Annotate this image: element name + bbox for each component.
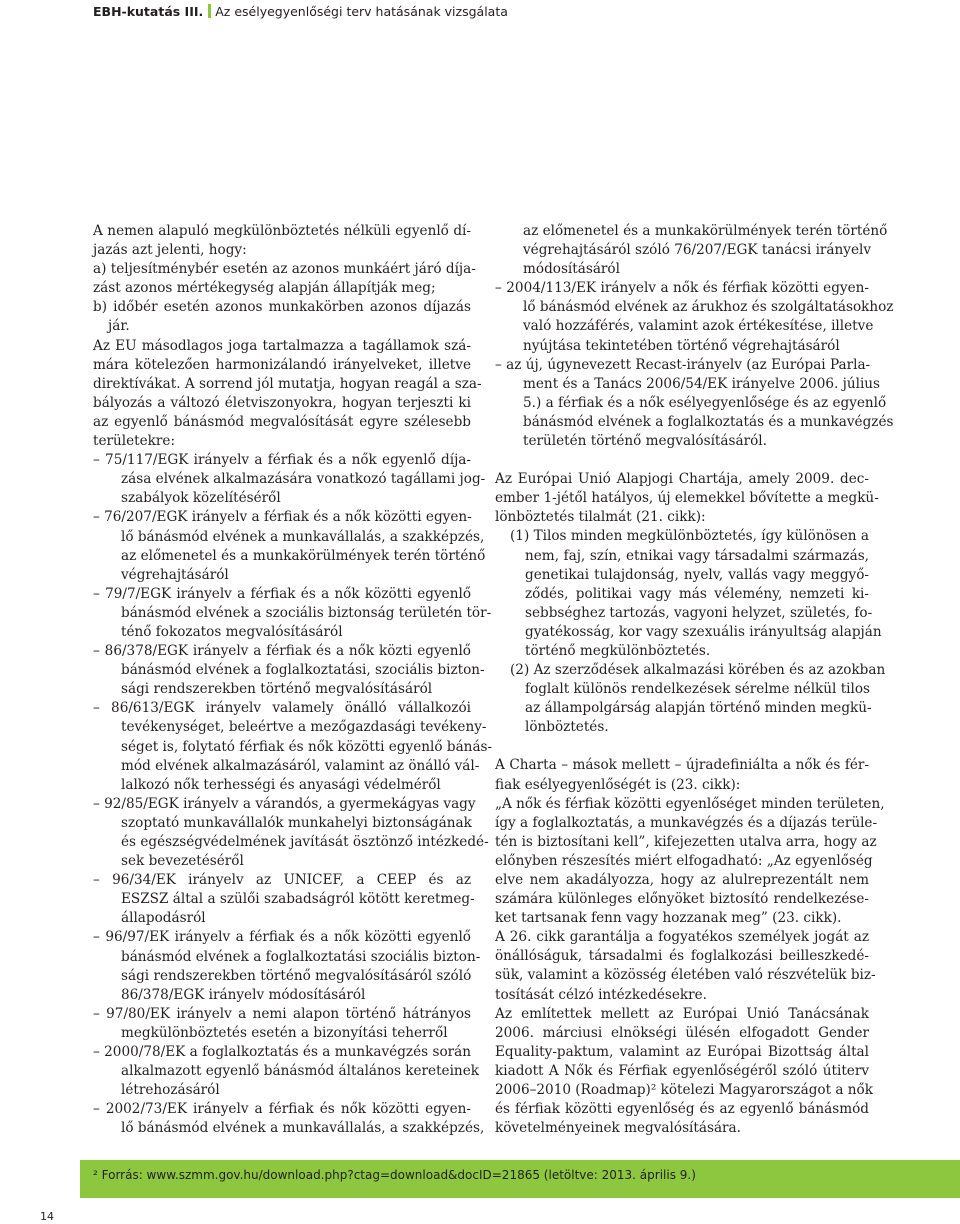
text-line: Az említettek mellett az Európai Unió Tanácsának [495, 1005, 869, 1022]
text-line: jazás azt jelenti, hogy: [93, 242, 247, 259]
text-line: séget is, folytató férfiak és nők közötti egyenlő bánás- [121, 738, 493, 755]
text-line: lönböztetés. [525, 719, 609, 736]
text-line: – 97/80/EK irányelv a nemi alapon történő hátrányos [93, 1005, 471, 1022]
text-line: direktívákat. A sorrend jól mutatja, hogyan reagál a sza- [93, 375, 482, 392]
text-line: (1) Tilos minden megkülönböztetés, így különösen a [510, 528, 869, 545]
text-line: – 86/613/EGK irányelv valamely önálló vállalkozói [93, 700, 471, 717]
text-line: módosításáról [523, 261, 620, 278]
right-column [495, 222, 894, 1138]
text-line: jár. [108, 318, 130, 335]
text-line: alkalmazott egyenlő bánásmód általános kereteinek [121, 1063, 479, 1080]
text-line: sek bevezetéséről [121, 853, 244, 870]
text-line: követelményeinek megvalósítására. [495, 1120, 741, 1137]
text-line: genetikai tulajdonság, nyelv, vallás vagy meggyő- [525, 566, 869, 583]
text-line: ződés, politikai vagy más vélemény, nemzeti ki- [525, 585, 869, 602]
text-line: 5.) a férfiak és a nők esélyegyenlősége és az egyenlő [523, 394, 887, 411]
text-line: szabályok közelítéséről [121, 490, 281, 507]
text-line: Az EU másodlagos joga tartalmazza a tagállamok szá- [93, 337, 471, 354]
text-line: – 96/97/EK irányelv a férfiak és a nők közötti egyenlő [93, 929, 471, 946]
text-line: lő bánásmód elvének az árukhoz és szolgáltatásokhoz [523, 299, 894, 316]
text-line: mód elvének alkalmazásáról, valamint az önálló vál- [121, 757, 480, 774]
text-line: sági rendszerekben történő megvalósításáról [121, 681, 433, 698]
text-line: – 2000/78/EK a foglalkoztatás és a munkavégzés során [93, 1044, 471, 1061]
text-line: ember 1-jétől hatályos, új elemekkel bővítette a megkü- [495, 490, 879, 507]
text-line: sági rendszerekben történő megvalósításáról szóló [121, 967, 472, 984]
text-line: ket tartsanak fenn vagy hozzanak meg” (23. cikk). [495, 910, 842, 927]
text-line: szoptató munkavállalók munkahelyi biztonságának [121, 814, 472, 831]
text-line: b) időbér esetén azonos munkakörben azonos díjazás [93, 299, 471, 316]
text-line: 86/378/EGK irányelv módosításáról [121, 986, 366, 1003]
text-line: történő megkülönböztetés. [525, 642, 711, 659]
text-line: mára kötelezően harmonizálandó irányelveket, illetve [93, 356, 471, 373]
text-line: Az Európai Unió Alapjogi Chartája, amely 2009. dec- [495, 471, 869, 488]
text-line: tén is biztosítani kell”, kifejezetten utalva arra, hogy az [495, 833, 877, 850]
text-line: így a foglalkoztatás, a munkavégzés és a díjazás terüle- [495, 814, 878, 831]
text-line: (2) Az szerződések alkalmazási körében és az azokban [510, 662, 886, 679]
text-line: fiak esélyegyenlőségét is (23. cikk): [495, 776, 741, 793]
text-line: – 96/34/EK irányelv az UNICEF, a CEEP és az [93, 872, 471, 889]
text-line: – 75/117/EGK irányelv a férfiak és a nők egyenlő díja- [93, 452, 471, 469]
text-line: bánásmód elvének a foglalkoztatási szociális bizton- [121, 948, 481, 965]
text-line: – 76/207/EGK irányelv a férfiak és a nők közötti egyen- [93, 509, 472, 526]
text-line: zást azonos mértékegység alapján állapítják meg; [93, 280, 436, 297]
text-line: foglalt különös rendelkezések sérelme nélkül tilos [525, 681, 871, 698]
text-line: ténő fokozatos megvalósításáról [121, 623, 343, 640]
text-line: A Charta – mások mellett – újradefiniálta a nők és fér- [495, 757, 869, 774]
text-line: és férfiak közötti egyenlőség és az egyenlő bánásmód [495, 1101, 869, 1118]
header-divider [208, 4, 211, 18]
text-line [495, 451, 869, 470]
text-line: végrehajtásáról szóló 76/207/EGK tanácsi irányelv [523, 242, 872, 259]
text-line: sük, valamint a közösség életében való részvételük biz- [495, 967, 876, 984]
text-line: bánásmód elvének a foglalkoztatás és a munkavégzés [523, 413, 894, 430]
text-line: elve nem akadályozza, hogy az alulreprezentált nem [495, 872, 869, 888]
text-line: Equality-paktum, valamint az Európai Bizottság által [495, 1043, 869, 1060]
text-line: nyújtása tekintetében történő végrehajtásáról [523, 337, 840, 354]
header-subtitle: Az esélyegyenlőségi terv hatásának vizsgálata [215, 4, 508, 19]
text-line: – az új, úgynevezett Recast-irányelv (az Európai Parla- [495, 356, 871, 373]
text-line: területekre: [93, 433, 176, 450]
text-line [495, 737, 869, 756]
text-line: való hozzáférés, valamint azok értékesítése, illetve [523, 318, 874, 335]
text-line: lalkozó nők terhességi és anyasági védelméről [121, 776, 441, 793]
text-line: – 92/85/EGK irányelv a várandós, a gyermekágyas vagy [93, 795, 476, 812]
text-line: kiadott A Nők és Férfiak egyenlőségéről szóló útiterv [495, 1062, 869, 1079]
text-line: – 2004/113/EK irányelv a nők és férfiak közötti egyen- [495, 280, 869, 297]
text-line: a) teljesítménybér esetén az azonos munkáért járó díja- [93, 261, 476, 278]
text-line: előnyben részesítés miért elfogadható: „Az egyenlőség [495, 852, 873, 869]
text-line: megkülönböztetés esetén a bizonyítási teherről [121, 1024, 448, 1041]
text-line: állapodásról [121, 910, 206, 927]
text-line: 2006–2010 (Roadmap)² kötelezi Magyarországot a nők [495, 1082, 873, 1099]
text-line: nem, faj, szín, etnikai vagy társadalmi származás, [525, 547, 869, 564]
text-line: az előmenetel és a munkakörülmények terén történő [523, 223, 888, 239]
text-line: tosítását célzó intézkedésekre. [495, 986, 707, 1003]
text-line: sebbséghez tartozás, vagyoni helyzet, születés, fo- [525, 604, 873, 621]
text-line: lő bánásmód elvének a munkavállalás, a szakképzés, [121, 528, 485, 545]
text-line: A 26. cikk garantálja a fogyatékos személyek jogát az [495, 929, 869, 946]
text-line: az egyenlő bánásmód megvalósítását egyre szélesebb [93, 413, 471, 430]
text-line: ESZSZ által a szülői szabadságról kötött keretmeg- [121, 891, 475, 908]
text-line: létrehozásáról [121, 1082, 220, 1099]
text-line: zása elvének alkalmazására vonatkozó tagállami jog- [121, 471, 486, 488]
footnote: ² Forrás: www.szmm.gov.hu/download.php?ctag=download&docID=21865 (letöltve: 2013. április 9.) [93, 1168, 696, 1182]
text-line: területén történő megvalósításáról. [523, 433, 767, 450]
left-column [93, 222, 493, 1139]
text-line: bánásmód elvének a szociális biztonság területén tör- [121, 604, 492, 621]
text-line: lönböztetés tilalmát (21. cikk): [495, 509, 706, 526]
text-line: az állampolgárság alapján történő minden megkü- [525, 700, 872, 717]
text-line: tevékenységet, beleértve a mezőgazdasági tevékeny- [121, 719, 487, 736]
text-line: „A nők és férfiak közötti egyenlőséget minden területen, [495, 795, 885, 812]
text-line: – 79/7/EGK irányelv a férfiak és a nők közötti egyenlő [93, 585, 471, 602]
text-line: A nemen alapuló megkülönböztetés nélküli egyenlő dí- [93, 223, 471, 239]
text-line: végrehajtásáról [121, 566, 229, 583]
text-line: lő bánásmód elvének a munkavállalás, a szakképzés, [121, 1120, 485, 1137]
text-line: – 2002/73/EK irányelv a férfiak és nők közötti egyen- [93, 1101, 471, 1118]
header-title: EBH-kutatás III. [93, 4, 204, 19]
text-line: és egészségvédelmének javítását ösztönző intézkedé- [121, 834, 489, 850]
text-line: bályozás a változó életviszonyokra, hogyan terjeszti ki [93, 394, 471, 411]
text-line: – 86/378/EGK irányelv a férfiak és a nők közti egyenlő [93, 643, 471, 660]
text-line: ment és a Tanács 2006/54/EK irányelve 2006. július [523, 375, 881, 392]
running-header [93, 4, 953, 19]
text-line: 2006. márciusi elnökségi ülésén elfogadott Gender [495, 1024, 869, 1041]
text-line: számára különleges előnyöket biztosító rendelkezése- [495, 891, 869, 908]
text-line: bánásmód elvének a foglalkoztatási, szociális bizton- [121, 662, 485, 679]
page-number: 14 [40, 1210, 54, 1223]
text-line: az előmenetel és a munkakörülmények terén történő [121, 547, 486, 564]
text-line: önállóságuk, társadalmi és foglalkozási beilleszkedé- [495, 948, 869, 965]
text-line: gyatékosság, kor vagy szexuális irányultság alapján [525, 623, 882, 640]
